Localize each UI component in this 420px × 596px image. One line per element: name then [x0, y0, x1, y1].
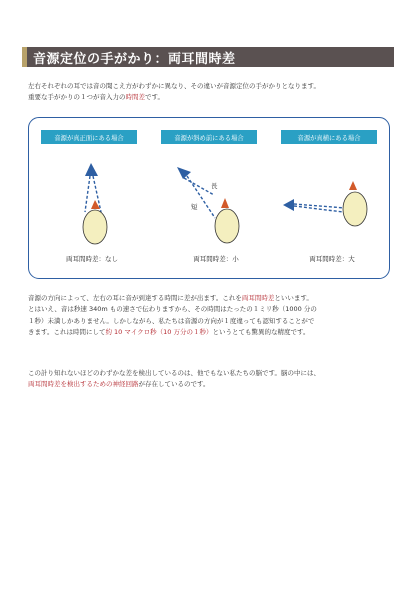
- path-short: [184, 178, 214, 195]
- highlight-term: 両耳間時差を検出するための神経回路: [28, 380, 139, 389]
- figure-panel: [28, 117, 390, 279]
- body-text: というとても驚異的な精度です。: [212, 327, 310, 336]
- section-title: 音源定位の手がかり：両耳間時差: [33, 51, 236, 67]
- caption-diagonal: 両耳間時差：小: [193, 255, 239, 263]
- sound-source-front-icon: [85, 163, 98, 176]
- nose-icon: [349, 181, 357, 190]
- case-side-illustration: [283, 181, 367, 226]
- intro-text: 重要な手がかりの１つが音入力の: [28, 93, 126, 102]
- intro-line-1: 左右それぞれの耳では音の聞こえ方がわずかに異なり、その違いが音源定位の手がかりとなります。: [28, 82, 320, 90]
- case-label-front: 音源が真正面にある場合: [41, 130, 137, 144]
- caption-side: 両耳間時差：大: [309, 255, 355, 263]
- header-accent: [22, 47, 27, 67]
- intro-paragraph: [28, 81, 396, 104]
- body-text: といいます。: [274, 294, 313, 302]
- case-diagonal-illustration: [177, 167, 239, 243]
- body-text: 音源の方向によって、左右の耳に音が到達する時間に差が出ます。これを: [28, 294, 242, 302]
- long-label: 長: [211, 182, 218, 190]
- caption-front: 両耳間時差：なし: [66, 255, 118, 263]
- head-icon: [343, 192, 367, 226]
- section-header: [22, 47, 394, 67]
- intro-line-2: [28, 92, 396, 103]
- body-text: が存在しているのです。: [138, 380, 210, 389]
- body2-line-2: [28, 379, 396, 390]
- nose-icon: [221, 198, 229, 208]
- body-paragraph-1: [28, 293, 396, 338]
- short-label: 短: [191, 203, 198, 211]
- body1-line-3: １秒）未満しかありません。しかしながら、私たちは音源の方向が１度違っても認知することがで: [28, 316, 315, 325]
- head-icon: [215, 209, 239, 243]
- case-label-side: 音源が真横にある場合: [281, 130, 377, 144]
- case-front-illustration: [83, 163, 107, 244]
- body1-line-1: [28, 293, 396, 304]
- body1-line-2: とはいえ、音は秒速 340m もの速さで伝わりますから、その時間はたったの１ミリ秒（1000 分の: [28, 305, 317, 314]
- path-left-ear: [85, 176, 90, 212]
- highlight-term: 約 10 マイクロ秒（10 万分の１秒）: [105, 327, 213, 336]
- case-label-diagonal: 音源が斜め前にある場合: [161, 130, 257, 144]
- intro-text-end: です。: [145, 93, 164, 102]
- body2-line-1: この計り知れないほどのわずかな差を検出しているのは、他でもない私たちの脳です。脳の中には、: [28, 369, 320, 377]
- highlight-term: 時間差: [125, 93, 145, 102]
- body1-line-4: [28, 327, 396, 338]
- body-paragraph-2: [28, 368, 396, 391]
- sound-source-diagonal-icon: [177, 167, 191, 179]
- head-icon: [83, 210, 107, 244]
- body-text: きます。これは時間にして: [28, 327, 106, 336]
- highlight-term: 両耳間時差: [241, 294, 275, 302]
- sound-source-side-icon: [283, 199, 294, 211]
